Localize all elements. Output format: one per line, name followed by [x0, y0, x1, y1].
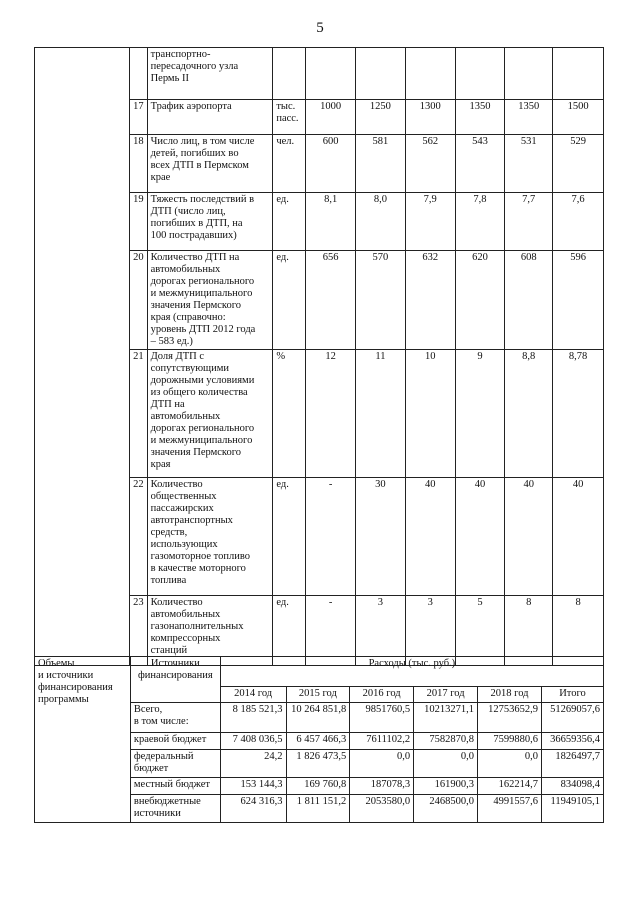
- indicator-name: Количество автомобильных газонаполнительных компрессорных станций: [147, 596, 273, 666]
- indicator-number: 20: [130, 251, 148, 350]
- expense-value: 24,2: [220, 750, 286, 778]
- indicator-value: 543: [455, 135, 505, 193]
- indicator-number: 22: [130, 478, 148, 596]
- expense-value: 187078,3: [350, 778, 414, 795]
- year-header: 2014 год: [220, 687, 286, 703]
- indicator-row: [35, 48, 604, 100]
- indicator-unit: чел.: [273, 135, 306, 193]
- indicator-name: транспортно- пересадочного узла Пермь II: [147, 48, 273, 100]
- indicator-value: 7,9: [405, 193, 455, 251]
- indicator-value: -: [306, 478, 356, 596]
- expense-value: 12753652,9: [478, 703, 542, 733]
- expense-value: 161900,3: [414, 778, 478, 795]
- indicator-value: [505, 48, 553, 100]
- expense-value: 7 408 036,5: [220, 733, 286, 750]
- source-label: краевой бюджет: [130, 733, 220, 750]
- indicator-value: 7,8: [455, 193, 505, 251]
- expense-value: 7611102,2: [350, 733, 414, 750]
- indicator-value: 562: [405, 135, 455, 193]
- expense-value: 10213271,1: [414, 703, 478, 733]
- page-number: 5: [316, 20, 324, 36]
- indicator-value: 30: [356, 478, 406, 596]
- source-label: местный бюджет: [130, 778, 220, 795]
- indicator-value: 10: [405, 350, 455, 478]
- expense-value: 4991557,6: [478, 795, 542, 823]
- indicator-value: 9: [455, 350, 505, 478]
- indicator-value: 40: [505, 478, 553, 596]
- expense-value: 1826497,7: [541, 750, 603, 778]
- indicator-value: 1350: [505, 100, 553, 135]
- indicator-unit: ед.: [273, 251, 306, 350]
- indicator-value: 8,1: [306, 193, 356, 251]
- expense-value: 11949105,1: [541, 795, 603, 823]
- indicator-number: [130, 48, 148, 100]
- year-header: 2017 год: [414, 687, 478, 703]
- expense-value: 2468500,0: [414, 795, 478, 823]
- indicator-value: 12: [306, 350, 356, 478]
- indicator-value: 620: [455, 251, 505, 350]
- indicator-value: 529: [553, 135, 604, 193]
- indicator-name: Количество ДТП на автомобильных дорогах регионального и межмуниципального значения Пермского края (справочно: уровень ДТП 2012 года – 583 ед.): [147, 251, 273, 350]
- financing-table: [34, 656, 604, 823]
- indicator-value: 8: [553, 596, 604, 666]
- indicator-unit: ед.: [273, 596, 306, 666]
- indicator-value: [553, 48, 604, 100]
- indicator-value: 570: [356, 251, 406, 350]
- expense-value: 624 316,3: [220, 795, 286, 823]
- source-label: внебюджетные источники: [130, 795, 220, 823]
- source-label: Всего, в том числе:: [130, 703, 220, 733]
- expenses-header: Расходы (тыс. руб.): [220, 657, 603, 687]
- indicator-value: 1300: [405, 100, 455, 135]
- sources-header: Источники финансирования: [130, 657, 220, 703]
- indicator-value: 7,6: [553, 193, 604, 251]
- expense-value: 7582870,8: [414, 733, 478, 750]
- indicator-number: 19: [130, 193, 148, 251]
- year-header: 2018 год: [478, 687, 542, 703]
- indicator-value: [306, 48, 356, 100]
- indicator-value: 8,0: [356, 193, 406, 251]
- indicator-value: 632: [405, 251, 455, 350]
- indicator-value: 608: [505, 251, 553, 350]
- indicator-number: 18: [130, 135, 148, 193]
- indicator-name: Количество общественных пассажирских автотранспортных средств, использующих газомоторное топливо в качестве моторного топлива: [147, 478, 273, 596]
- expense-value: 7599880,6: [478, 733, 542, 750]
- source-label: федеральный бюджет: [130, 750, 220, 778]
- expense-value: 0,0: [350, 750, 414, 778]
- indicator-unit: тыс. пасс.: [273, 100, 306, 135]
- expense-value: 1 811 151,2: [286, 795, 350, 823]
- indicator-name: Тяжесть последствий в ДТП (число лиц, погибших в ДТП, на 100 пострадавших): [147, 193, 273, 251]
- indicator-value: [455, 48, 505, 100]
- expense-value: 10 264 851,8: [286, 703, 350, 733]
- expense-value: 162214,7: [478, 778, 542, 795]
- indicator-value: 5: [455, 596, 505, 666]
- indicator-value: 11: [356, 350, 406, 478]
- expense-value: 36659356,4: [541, 733, 603, 750]
- indicator-value: 600: [306, 135, 356, 193]
- expense-value: 1 826 473,5: [286, 750, 350, 778]
- expense-value: 9851760,5: [350, 703, 414, 733]
- indicator-number: 17: [130, 100, 148, 135]
- expense-value: 0,0: [414, 750, 478, 778]
- indicator-name: Трафик аэропорта: [147, 100, 273, 135]
- indicator-value: 1000: [306, 100, 356, 135]
- indicator-value: 40: [405, 478, 455, 596]
- indicator-value: 3: [405, 596, 455, 666]
- indicator-value: 1500: [553, 100, 604, 135]
- indicator-value: [356, 48, 406, 100]
- indicator-value: 596: [553, 251, 604, 350]
- indicator-value: 40: [553, 478, 604, 596]
- indicator-number: 21: [130, 350, 148, 478]
- expense-value: 6 457 466,3: [286, 733, 350, 750]
- indicator-value: 1250: [356, 100, 406, 135]
- indicator-value: 40: [455, 478, 505, 596]
- section-label-cell: [35, 48, 130, 666]
- indicator-value: 8: [505, 596, 553, 666]
- indicator-value: -: [306, 596, 356, 666]
- indicator-name: Доля ДТП с сопутствующими дорожными условиями из общего количества ДТП на автомобильных дорогах регионального и межмуниципального значения Пермского края: [147, 350, 273, 478]
- indicator-unit: ед.: [273, 193, 306, 251]
- expense-value: 153 144,3: [220, 778, 286, 795]
- indicator-value: 7,7: [505, 193, 553, 251]
- indicator-value: 531: [505, 135, 553, 193]
- year-header: Итого: [541, 687, 603, 703]
- indicator-value: 8,78: [553, 350, 604, 478]
- financing-section-label: Объемы и источники финансирования программы: [35, 657, 131, 823]
- indicator-unit: [273, 48, 306, 100]
- indicator-number: 23: [130, 596, 148, 666]
- expense-value: 2053580,0: [350, 795, 414, 823]
- indicator-value: [405, 48, 455, 100]
- indicator-unit: ед.: [273, 478, 306, 596]
- expense-value: 169 760,8: [286, 778, 350, 795]
- expense-value: 0,0: [478, 750, 542, 778]
- year-header: 2016 год: [350, 687, 414, 703]
- expense-value: 51269057,6: [541, 703, 603, 733]
- indicators-table: [34, 47, 604, 666]
- indicator-value: 581: [356, 135, 406, 193]
- expense-value: 8 185 521,3: [220, 703, 286, 733]
- year-header: 2015 год: [286, 687, 350, 703]
- indicator-value: 3: [356, 596, 406, 666]
- indicator-name: Число лиц, в том числе детей, погибших во всех ДТП в Пермском крае: [147, 135, 273, 193]
- expense-value: 834098,4: [541, 778, 603, 795]
- indicator-value: 1350: [455, 100, 505, 135]
- indicator-value: 8,8: [505, 350, 553, 478]
- indicator-unit: %: [273, 350, 306, 478]
- indicator-value: 656: [306, 251, 356, 350]
